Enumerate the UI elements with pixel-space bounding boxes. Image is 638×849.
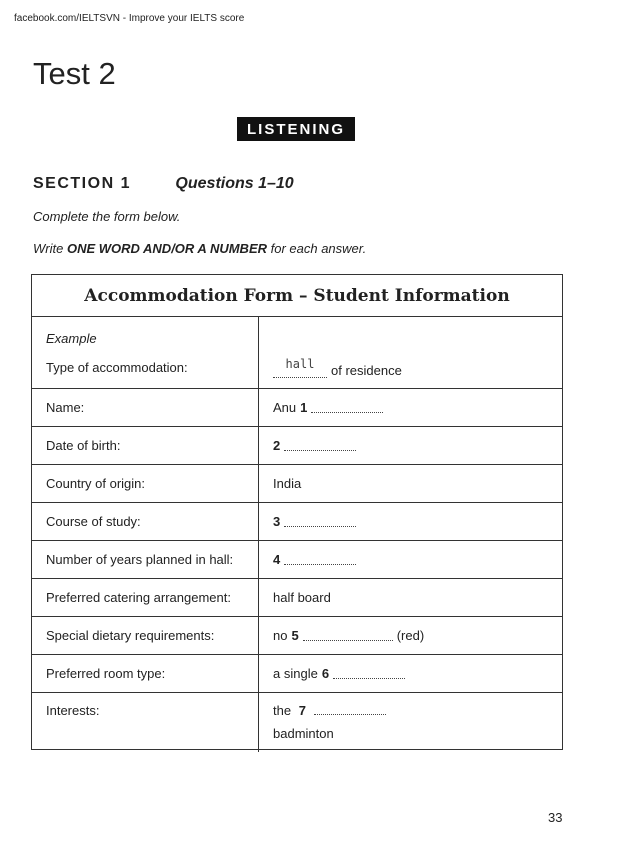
answer-cell bbox=[259, 427, 562, 464]
field-label: Date of birth: bbox=[32, 427, 259, 464]
interests-line-2: badminton bbox=[273, 726, 334, 741]
interests-line-1 bbox=[273, 703, 386, 718]
form-row-years bbox=[32, 541, 562, 579]
page-number: 33 bbox=[548, 810, 563, 825]
question-number: 7 bbox=[298, 703, 306, 718]
form-row-catering bbox=[32, 579, 562, 617]
example-answer-suffix: of residence bbox=[331, 363, 402, 378]
question-number: 1 bbox=[300, 400, 308, 415]
answer-suffix: (red) bbox=[396, 628, 425, 643]
instruction-complete-form: Complete the form below. bbox=[33, 209, 181, 224]
field-label: Name: bbox=[32, 389, 259, 426]
field-label: Preferred catering arrangement: bbox=[32, 579, 259, 616]
field-label: Special dietary requirements: bbox=[32, 617, 259, 654]
accommodation-form bbox=[31, 274, 563, 750]
form-row-name bbox=[32, 389, 562, 427]
field-label: Preferred room type: bbox=[32, 655, 259, 692]
example-field-cell bbox=[32, 317, 259, 388]
example-label: Example bbox=[46, 330, 97, 346]
example-answer-cell bbox=[259, 317, 562, 388]
answer-cell bbox=[259, 655, 562, 692]
form-row-date-of-birth bbox=[32, 427, 562, 465]
answer-blank[interactable] bbox=[311, 402, 383, 413]
section-heading bbox=[33, 175, 294, 193]
question-number: 5 bbox=[291, 628, 299, 643]
question-number: 2 bbox=[273, 438, 281, 453]
form-row-country bbox=[32, 465, 562, 503]
answer-cell bbox=[259, 503, 562, 540]
answer-blank[interactable] bbox=[314, 704, 386, 715]
answer-cell bbox=[259, 541, 562, 578]
question-number: 4 bbox=[273, 552, 281, 567]
answer-prefix: the bbox=[273, 703, 292, 718]
field-label: Course of study: bbox=[32, 503, 259, 540]
answer-blank[interactable] bbox=[333, 668, 405, 679]
answer-prefix: no bbox=[273, 628, 288, 643]
form-row-dietary bbox=[32, 617, 562, 655]
answer-blank[interactable] bbox=[284, 554, 356, 565]
form-title: Accommodation Form – Student Information bbox=[32, 275, 562, 317]
field-label: Interests: bbox=[32, 693, 259, 752]
section-label: SECTION 1 bbox=[33, 175, 131, 192]
field-value: India bbox=[273, 476, 302, 491]
answer-cell bbox=[259, 389, 562, 426]
instruction-emphasis: ONE WORD AND/OR A NUMBER bbox=[66, 241, 267, 256]
question-number: 6 bbox=[321, 666, 330, 681]
example-answer-blank bbox=[273, 357, 327, 378]
example-row bbox=[32, 317, 562, 389]
answer-blank[interactable] bbox=[284, 440, 356, 451]
instruction-prefix: Write bbox=[33, 241, 67, 256]
questions-label: Questions 1–10 bbox=[175, 175, 294, 192]
instruction-suffix: for each answer. bbox=[267, 241, 367, 256]
listening-badge: LISTENING bbox=[237, 117, 355, 141]
instruction-word-limit bbox=[33, 241, 366, 256]
field-label: Country of origin: bbox=[32, 465, 259, 502]
test-title: Test 2 bbox=[33, 56, 116, 91]
form-row-interests bbox=[32, 693, 562, 752]
answer-cell bbox=[259, 617, 562, 654]
example-field: Type of accommodation: bbox=[46, 359, 188, 375]
answer-blank[interactable] bbox=[303, 630, 393, 641]
answer-prefix: a single bbox=[273, 666, 318, 681]
form-row-course bbox=[32, 503, 562, 541]
answer-prefix: Anu bbox=[273, 400, 297, 415]
example-answer-text: hall bbox=[285, 357, 315, 371]
question-number: 3 bbox=[273, 514, 281, 529]
answer-cell bbox=[259, 693, 562, 752]
form-row-room-type bbox=[32, 655, 562, 693]
field-label: Number of years planned in hall: bbox=[32, 541, 259, 578]
field-value: half board bbox=[273, 590, 331, 605]
page-header: facebook.com/IELTSVN - Improve your IELTS score bbox=[14, 13, 245, 24]
answer-blank[interactable] bbox=[284, 516, 356, 527]
